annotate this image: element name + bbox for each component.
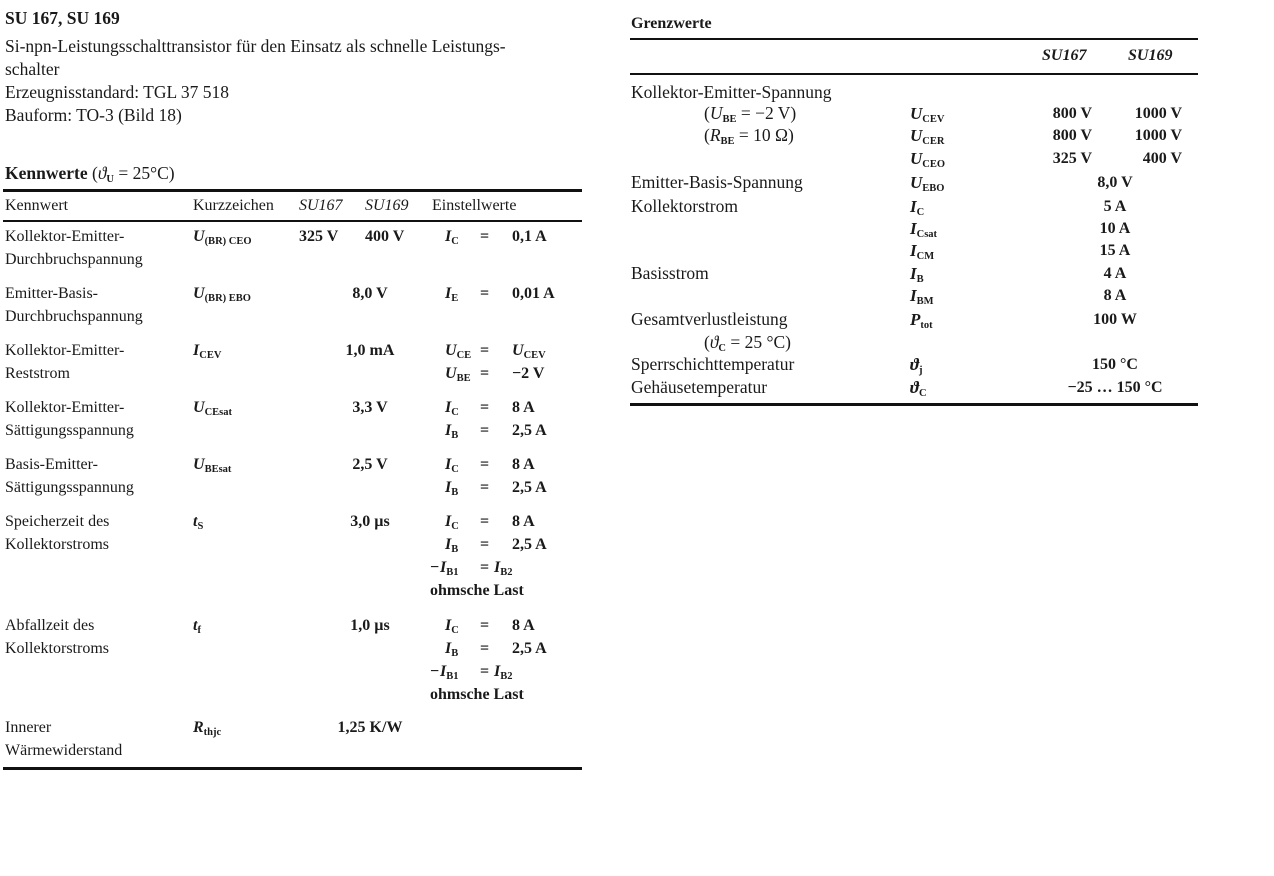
limit-condition-subscript: BE [722,114,737,125]
limit-condition-subscript: BE [720,136,735,147]
limit-condition-subscript: C [718,343,727,354]
param-symbol [193,455,231,480]
condition-symbol-letter: I [445,617,452,634]
param-symbol [193,227,252,252]
limit-symbol-subscript: B [916,274,924,285]
condition-symbol-subscript: CE [456,350,472,361]
condition-equals: = [480,365,490,382]
limit-condition-value: = 10 Ω) [734,125,794,145]
condition-value-symbol-letter: U [512,342,524,359]
condition-equals: = [480,513,490,530]
condition-symbol-subscript: C [451,625,459,636]
limit-symbol [910,378,927,404]
param-name-line-2: Sättigungsspannung [5,422,134,439]
condition-minus: − [430,663,440,680]
condition-value-symbol-subscript: B2 [500,567,513,578]
param-symbol-letter: R [193,719,204,736]
condition-symbol [445,421,458,446]
limit-symbol-letter: I [910,241,917,260]
param-symbol-subscript: CEV [199,350,222,361]
description-line-2: schalter [5,59,60,79]
condition-equals: = [480,479,490,496]
condition-equals: = [480,617,490,634]
param-symbol [193,284,251,309]
condition-symbol [440,558,459,583]
datasheet-title: SU 167, SU 169 [5,8,120,28]
kennwerte-heading [5,162,175,191]
param-symbol [193,512,203,537]
limit-param-name: Kollektorstrom [631,196,738,216]
condition-equals: = [480,456,490,473]
limit-value-su169: 400 V [1142,150,1182,167]
description-line-1: Si-npn-Leistungsschalttransistor für den Einsatz als schnelle Leistungs- [5,36,506,56]
value-both-types: 3,3 V [352,399,388,416]
condition-symbol [445,364,471,389]
grenzwerte-header-rule [630,73,1198,75]
grenzwerte-bottom-rule [630,403,1198,406]
limit-symbol-subscript: C [918,388,927,399]
condition-symbol [445,512,459,537]
condition-value-symbol [494,558,513,583]
limit-symbol-subscript: EBO [922,183,945,194]
limit-condition-symbol: U [709,103,723,123]
condition-symbol [445,535,458,560]
condition-symbol-letter: I [445,479,452,496]
limit-param-name: Kollektor-Emitter-Spannung [631,82,832,102]
param-name-line-1: Abfallzeit des [5,617,95,634]
condition-equals: = [480,399,490,416]
condition-note: ohmsche Last [430,582,524,599]
limit-symbol-letter: ϑ [910,355,919,374]
condition-symbol-subscript: B [451,430,459,441]
limit-symbol-subscript: CEO [922,159,946,170]
condition-symbol-letter: I [445,285,452,302]
condition-symbol [445,478,458,503]
limit-value-su169: 1000 V [1134,127,1182,144]
condition-symbol [445,639,458,664]
limit-symbol [910,149,945,175]
param-name-line-2: Wärmewiderstand [5,742,123,759]
condition-equals: = [480,536,490,553]
condition-equals: = [480,663,490,680]
limit-symbol [910,173,944,199]
limit-symbol-subscript: CER [922,136,945,147]
param-symbol-letter: U [193,456,205,473]
kennwerte-title: Kennwerte [5,163,88,183]
condition-symbol-subscript: C [451,236,459,247]
kennwerte-condition: $(ϑ_U = 25^\circ C)$ [92,163,175,185]
param-name-line-1: Basis-Emitter- [5,456,98,473]
condition-symbol [440,662,459,687]
limit-condition-value: = −2 V) [736,103,797,123]
condition-symbol-subscript: B1 [446,567,459,578]
condition-symbol [445,455,459,480]
limit-value-both-types: 8 A [1103,287,1127,304]
limit-value-both-types: 5 A [1103,198,1127,215]
condition-symbol-letter: I [440,559,447,576]
value-both-types: 2,5 V [352,456,388,473]
condition-equals: = [480,422,490,439]
condition-symbol-subscript: C [451,521,459,532]
value-su167: 325 V [299,228,339,245]
condition-symbol-letter: I [445,640,452,657]
condition-symbol-letter: I [445,422,452,439]
limit-symbol-subscript: CM [916,251,935,262]
condition-symbol-subscript: C [451,464,459,475]
condition-value: −2 V [512,365,545,382]
value-both-types: 3,0 µs [350,513,390,530]
limit-value-both-types: 4 A [1103,265,1127,282]
grenzwerte-top-rule [630,38,1198,40]
condition-symbol-subscript: C [451,407,459,418]
limit-param-name: Emitter-Basis-Spannung [631,172,803,192]
param-symbol-subscript: thjc [203,727,222,738]
condition-equals: = [480,559,490,576]
condition-minus: − [430,559,440,576]
value-both-types: 1,0 mA [345,342,395,359]
limit-symbol [910,286,934,312]
condition-symbol [445,398,459,423]
condition-symbol-subscript: B [451,648,459,659]
condition-value: 2,5 A [512,422,547,439]
limit-value-su167: 325 V [1052,150,1092,167]
condition-equals: = [480,342,490,359]
param-symbol-subscript: CEsat [204,407,232,418]
param-symbol-subscript: S [197,521,204,532]
col-header-kurzzeichen: Kurzzeichen [193,197,274,214]
limit-value-both-types: 8,0 V [1097,174,1133,191]
limit-condition-open: ( [704,103,710,123]
limit-value-both-types: 100 W [1093,311,1137,328]
param-symbol-subscript: (BR) CEO [204,236,252,247]
condition-symbol [445,341,471,366]
col-header-su167: SU167 [299,197,343,214]
param-name-line-2: Sättigungsspannung [5,479,134,496]
condition-symbol-letter: I [445,228,452,245]
product-standard: Erzeugnisstandard: TGL 37 518 [5,82,230,102]
limit-condition-value: = 25 °C) [726,332,792,352]
limit-symbol-letter: U [910,149,923,168]
param-symbol-subscript: (BR) EBO [204,293,251,304]
condition-symbol [445,227,459,252]
param-symbol [193,616,201,641]
limit-value-su167: 800 V [1052,127,1092,144]
param-name-line-1: Speicherzeit des [5,513,110,530]
condition-value-symbol-subscript: B2 [500,671,513,682]
param-symbol [193,341,221,366]
param-name-line-1: Emitter-Basis- [5,285,98,302]
param-symbol-letter: t [193,617,198,634]
condition-symbol-subscript: B [451,544,459,555]
limit-value-su169: 1000 V [1134,105,1182,122]
limit-symbol-subscript: tot [920,320,933,331]
limit-condition-symbol: ϑ [709,332,719,352]
param-symbol-letter: t [193,513,198,530]
limit-param-condition [704,124,794,153]
param-symbol-letter: U [193,399,205,416]
condition-value: 8 A [512,513,535,530]
param-symbol-letter: I [193,342,200,359]
limit-param-name: Gesamtverlustleistung [631,309,788,329]
grenz-col-header-su169: SU169 [1128,47,1173,64]
kennwerte-bottom-rule [3,767,582,770]
grenz-col-header-su167: SU167 [1042,47,1087,64]
limit-param-name: Basisstrom [631,263,709,283]
condition-value-symbol-subscript: CEV [523,350,546,361]
condition-symbol-letter: U [445,365,457,382]
condition-value: 0,01 A [512,285,555,302]
param-name-line-1: Kollektor-Emitter- [5,342,125,359]
kennwerte-top-rule [3,189,582,192]
limit-condition-open: ( [704,332,710,352]
limit-value-both-types: 15 A [1099,242,1131,259]
condition-symbol [445,284,458,309]
condition-value: 2,5 A [512,536,547,553]
param-symbol [193,718,221,743]
limit-value-both-types: −25 … 150 °C [1067,379,1163,396]
condition-symbol-letter: I [445,536,452,553]
condition-value-symbol [494,662,513,687]
grenzwerte-title: Grenzwerte [631,15,712,32]
condition-value-symbol-letter: I [494,559,501,576]
limit-symbol-subscript: BM [916,296,934,307]
param-symbol-letter: U [193,285,205,302]
limit-value-both-types: 150 °C [1092,356,1138,373]
param-name-line-2: Kollektorstroms [5,536,109,553]
param-symbol-letter: U [193,228,205,245]
package-type: Bauform: TO-3 (Bild 18) [5,105,182,125]
param-symbol-subscript: f [197,625,201,636]
condition-value: 8 A [512,399,535,416]
condition-symbol [445,616,459,641]
limit-value-both-types: 10 A [1099,220,1131,237]
param-name-line-1: Kollektor-Emitter- [5,399,125,416]
param-name-line-2: Kollektorstroms [5,640,109,657]
col-header-einstellwerte: Einstellwerte [432,197,517,214]
condition-value: 2,5 A [512,640,547,657]
limit-symbol-letter: U [910,173,923,192]
limit-symbol-subscript: C [916,207,925,218]
condition-value: 8 A [512,456,535,473]
condition-symbol-subscript: E [451,293,459,304]
kennwerte-header-rule [3,220,582,222]
param-name-line-2: Durchbruchspannung [5,308,143,325]
limit-symbol-letter: U [910,126,923,145]
param-symbol-subscript: BEsat [204,464,232,475]
condition-value-symbol-letter: I [494,663,501,680]
condition-symbol-letter: I [445,513,452,530]
limit-symbol-subscript: j [918,365,923,376]
condition-symbol-subscript: B [451,487,459,498]
param-name-line-1: Innerer [5,719,52,736]
value-su169: 400 V [365,228,405,245]
condition-equals: = [480,640,490,657]
col-header-kennwert: Kennwert [5,197,69,214]
limit-condition-symbol: R [709,125,721,145]
condition-symbol-letter: I [440,663,447,680]
limit-symbol [910,310,933,336]
condition-value: 2,5 A [512,479,547,496]
value-both-types: 8,0 V [352,285,388,302]
limit-symbol-letter: I [910,286,917,305]
col-header-su169: SU169 [365,197,409,214]
param-name-line-2: Reststrom [5,365,70,382]
condition-value: 0,1 A [512,228,547,245]
limit-symbol-letter: I [910,219,917,238]
condition-equals: = [480,228,490,245]
limit-symbol-letter: ϑ [910,378,919,397]
condition-symbol-subscript: B1 [446,671,459,682]
condition-value-symbol [512,341,546,366]
param-name-line-2: Durchbruchspannung [5,251,143,268]
condition-equals: = [480,285,490,302]
value-both-types: 1,25 K/W [337,719,403,736]
condition-value: 8 A [512,617,535,634]
param-symbol [193,398,232,423]
limit-symbol-letter: U [910,104,923,123]
limit-symbol-subscript: Csat [916,229,938,240]
condition-note: ohmsche Last [430,686,524,703]
limit-symbol-letter: I [910,197,917,216]
limit-symbol-letter: I [910,264,917,283]
param-name-line-1: Kollektor-Emitter- [5,228,125,245]
condition-symbol-subscript: BE [456,373,471,384]
limit-symbol-subscript: CEV [922,114,945,125]
condition-symbol-letter: I [445,456,452,473]
limit-param-name: Sperrschichttemperatur [631,354,795,374]
limit-symbol-letter: P [910,310,921,329]
condition-symbol-letter: U [445,342,457,359]
limit-condition-open: ( [704,125,710,145]
limit-value-su167: 800 V [1052,105,1092,122]
limit-param-name: Gehäusetemperatur [631,377,768,397]
value-both-types: 1,0 µs [350,617,390,634]
condition-symbol-letter: I [445,399,452,416]
